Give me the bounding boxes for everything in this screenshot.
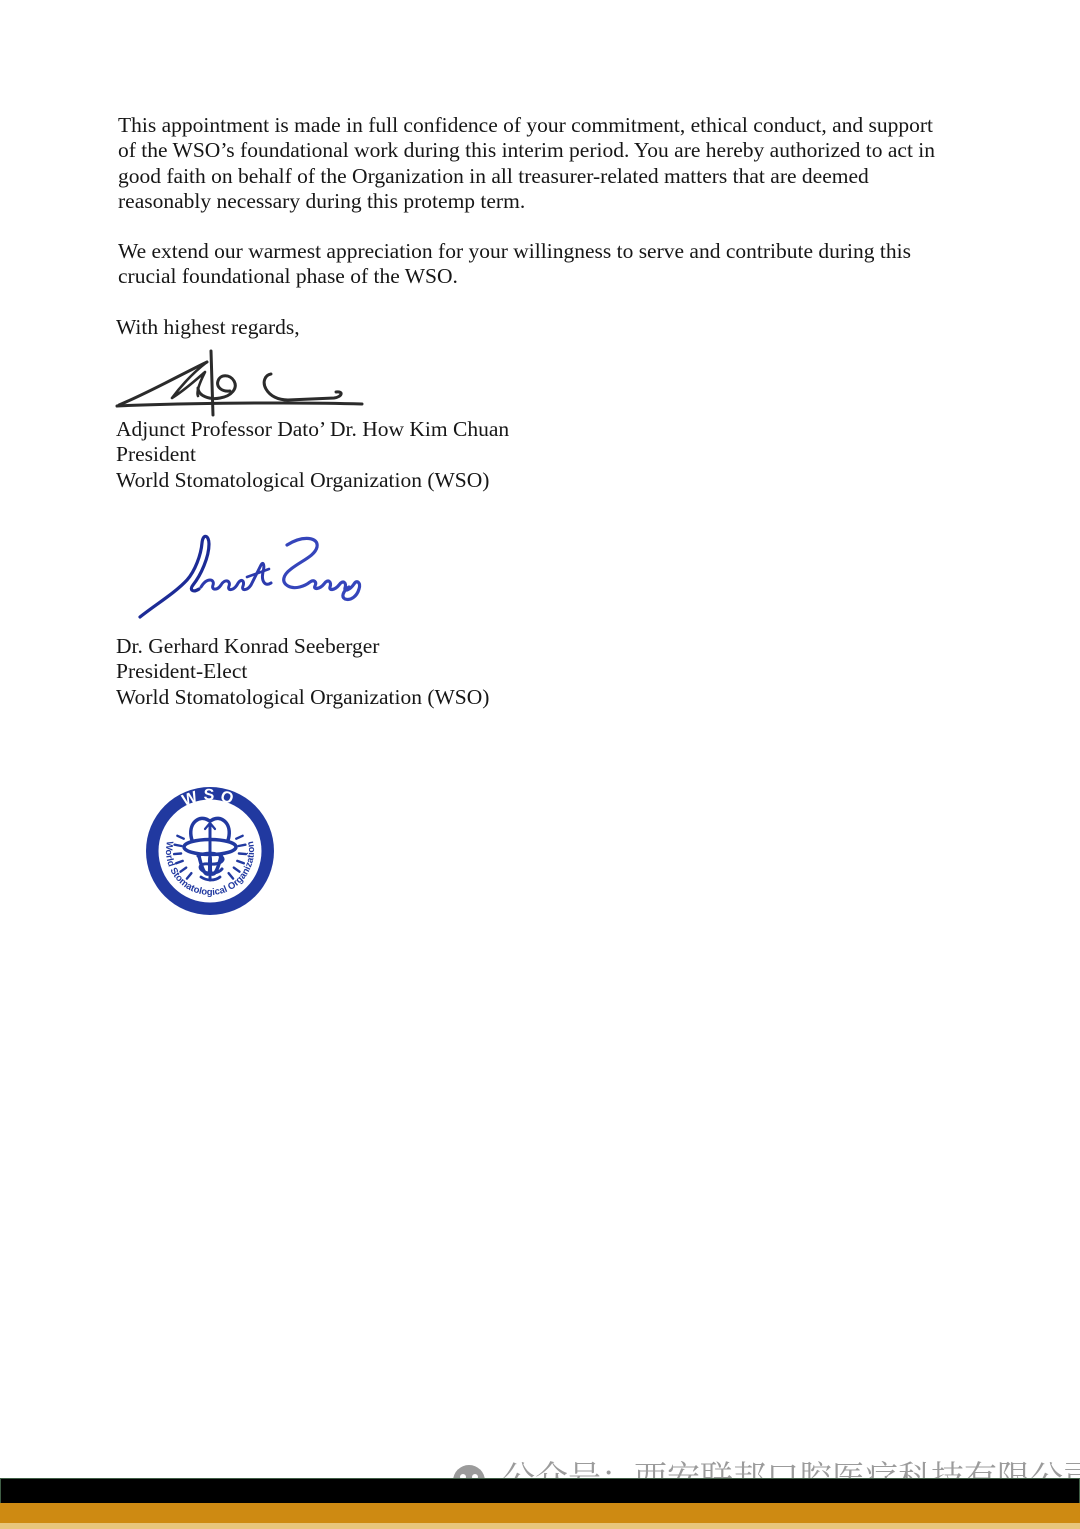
signatory-2-title: President-Elect (116, 659, 248, 684)
bottom-black-bar (0, 1478, 1080, 1503)
signatory-1-name: Adjunct Professor Dato’ Dr. How Kim Chuan (116, 417, 510, 441)
bottom-light-strip (0, 1523, 1080, 1529)
wso-logo-image (145, 786, 275, 916)
paragraph-1-line-1: This appointment is made in full confidence of your commitment, ethical conduct, and support (118, 113, 934, 137)
logo-acronym-text: WSO (180, 786, 241, 810)
paragraph-1-line-2: of the WSO’s foundational work during this interim period. You are hereby authorized to act in (118, 138, 936, 163)
signatory-block-2 (116, 634, 489, 710)
signatory-block-1 (116, 417, 509, 493)
signature-how-kim-chuan-image (105, 345, 375, 420)
wso-logo (145, 786, 275, 916)
paragraph-1-line-4: reasonably necessary during this protemp term. (118, 188, 526, 213)
bottom-orange-bar (0, 1503, 1080, 1523)
paragraph-2 (118, 239, 911, 290)
signature-gerhard-seeberger-image (135, 525, 385, 625)
signatory-2-name: Dr. Gerhard Konrad Seeberger (116, 634, 380, 658)
closing-salutation: With highest regards, (116, 315, 300, 339)
signatory-1-title: President (116, 442, 197, 467)
paragraph-1 (118, 113, 935, 214)
paragraph-1-line-3: good faith on behalf of the Organization in all treasurer-related matters that are deemed (118, 163, 869, 188)
paragraph-2-line-2: crucial foundational phase of the WSO. (118, 264, 458, 289)
logo-ring-text: World Stomatological Organization (162, 840, 258, 899)
signatory-1-organization: World Stomatological Organization (WSO) (116, 467, 490, 492)
paragraph-2-line-1: We extend our warmest appreciation for your willingness to serve and contribute during this (118, 239, 911, 263)
signatory-2-organization: World Stomatological Organization (WSO) (116, 684, 490, 709)
